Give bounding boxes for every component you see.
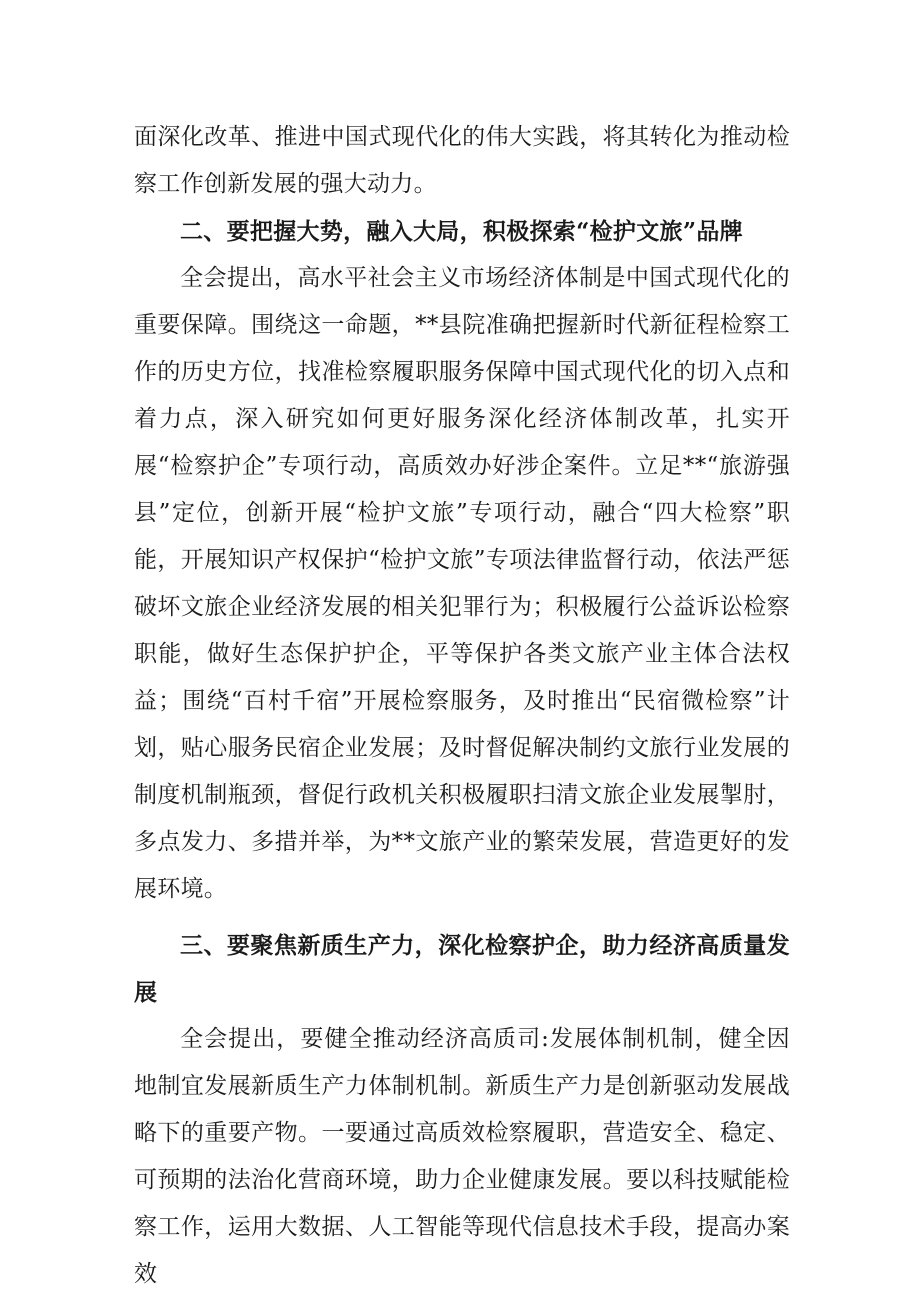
body-paragraph-section-3: 全会提出，要健全推动经济高质司:发展体制机制，健全因地制宜发展新质生产力体制机制。新质生产力是创新驱动发展战略下的重要产物。一要通过高质效检察履职，营造安全、稳定、可预期的法治化营商环境，助力企业健康发展。要以科技赋能检察工作，运用大数据、人工智能等现代信息技术手段，提高办案效	[134, 1026, 790, 1287]
body-paragraph-section-2: 全会提出，高水平社会主义市场经济体制是中国式现代化的重要保障。围绕这一命题，**县院准确把握新时代新征程检察工作的历史方位，找准检察履职服务保障中国式现代化的切入点和着力点，深入研究如何更好服务深化经济体制改革，扎实开展“检察护企”专项行动，高质效办好涉企案件。立足**“旅游强县”定位，创新开展“检护文旅”专项行动，融合“四大检察”职能，开展知识产权保护“检护文旅”专项法律监督行动，依法严惩破坏文旅企业经济发展的相关犯罪行为；积极履行公益诉讼检察职能，做好生态保护护企，平等保护各类文旅产业主体合法权益；围绕“百村千宿”开展检察服务，及时推出“民宿微检察”计划，贴心服务民宿企业发展；及时督促解决制约文旅行业发展的制度机制瓶颈，督促行政机关积极履职扫清文旅企业发展掣肘，多点发力、多措并举，为**文旅产业的繁荣发展，营造更好的发展环境。	[134, 265, 790, 902]
body-paragraph-continuation: 面深化改革、推进中国式现代化的伟大实践，将其转化为推动检察工作创新发展的强大动力。	[134, 124, 790, 197]
section-heading-3: 三、要聚焦新质生产力，深化检察护企，助力经济高质量发展	[134, 932, 790, 1006]
document-page	[134, 114, 790, 1298]
section-heading-2: 二、要把握大势，融入大局，积极探索“检护文旅”品牌	[180, 218, 743, 245]
